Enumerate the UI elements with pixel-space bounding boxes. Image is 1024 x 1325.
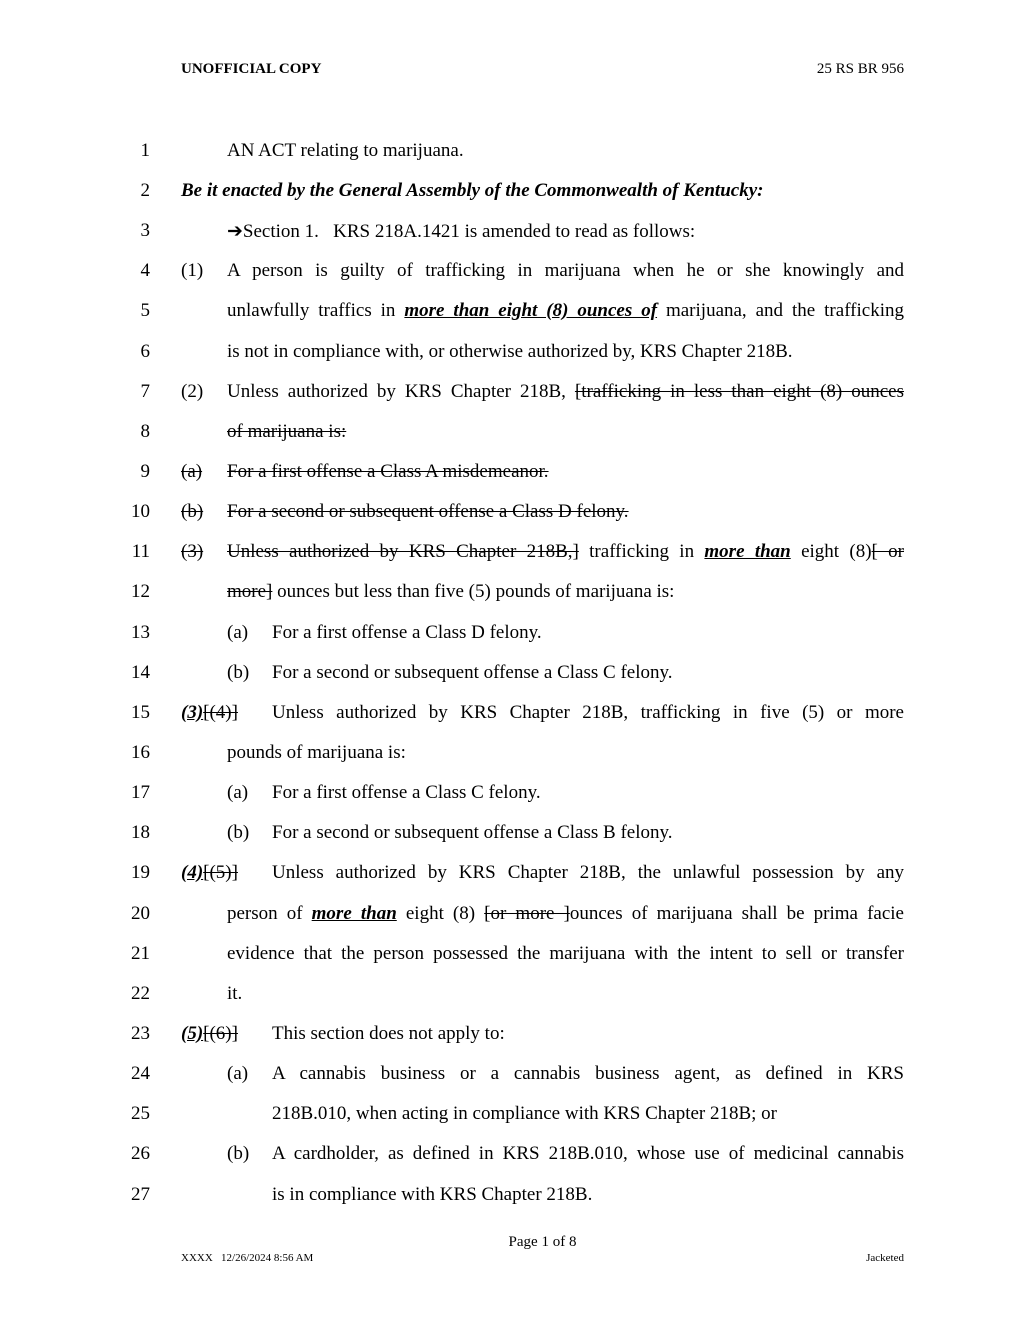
text-run: trafficking in xyxy=(578,541,705,562)
text-line xyxy=(227,541,904,563)
inserted-text: (5) xyxy=(181,1023,204,1044)
line-number: 3 xyxy=(140,220,150,241)
line-number: 9 xyxy=(140,461,150,482)
inserted-text: (3) xyxy=(181,702,204,723)
inserted-text: (4) xyxy=(181,862,204,883)
line-number: 5 xyxy=(140,300,150,321)
inserted-text: more than eight (8) ounces of xyxy=(404,300,658,321)
line-number: 13 xyxy=(131,622,150,643)
deleted-subsection-number: (3) xyxy=(181,541,204,562)
text-run: marijuana, and the trafficking xyxy=(657,300,904,321)
deleted-text: of marijuana is: xyxy=(227,421,347,442)
header-left: UNOFFICIAL COPY xyxy=(181,61,322,77)
paragraph-number: (b) xyxy=(227,822,250,843)
line-number: 21 xyxy=(131,943,150,964)
line-number: 8 xyxy=(140,421,150,442)
text-line: For a second or subsequent offense a Class B felony. xyxy=(272,822,673,843)
enacting-clause: Be it enacted by the General Assembly of the Commonwealth of Kentucky: xyxy=(181,180,764,201)
paragraph-number: (a) xyxy=(227,1063,249,1084)
text-line: For a second or subsequent offense a Class C felony. xyxy=(272,662,673,683)
deleted-text: [(4)] xyxy=(203,702,238,723)
line-number: 19 xyxy=(131,862,150,883)
text-line: A cardholder, as defined in KRS 218B.010, whose use of medicinal cannabis xyxy=(272,1143,904,1164)
act-title: AN ACT relating to marijuana. xyxy=(227,140,464,161)
header-right: 25 RS BR 956 xyxy=(816,61,904,77)
line-number: 22 xyxy=(131,983,150,1004)
text-line: evidence that the person possessed the marijuana with the intent to sell or transfer xyxy=(227,943,904,964)
deleted-text: [trafficking in less than eight (8) ounces xyxy=(574,381,904,402)
subsection-number xyxy=(181,702,238,724)
section-heading xyxy=(227,220,695,243)
paragraph-number: (b) xyxy=(227,1143,250,1164)
paragraph-number: (b) xyxy=(227,662,250,683)
text-line: For a first offense a Class D felony. xyxy=(272,622,542,643)
deleted-text: [(6)] xyxy=(203,1023,238,1044)
deleted-text: For a first offense a Class A misdemeanor. xyxy=(227,461,549,482)
line-number: 14 xyxy=(131,662,150,683)
line-number: 18 xyxy=(131,822,150,843)
text-line: Unless authorized by KRS Chapter 218B, the unlawful possession by any xyxy=(272,862,904,883)
text-line xyxy=(227,903,904,925)
text-run: Unless authorized by KRS Chapter 218B, xyxy=(227,381,575,402)
line-number: 27 xyxy=(131,1184,150,1205)
subsection-number: (1) xyxy=(181,260,204,281)
line-number: 7 xyxy=(140,381,150,402)
text-line xyxy=(227,381,904,403)
deleted-text: Unless authorized by KRS Chapter 218B,] xyxy=(227,541,579,562)
text-line: it. xyxy=(227,983,243,1004)
line-number: 24 xyxy=(131,1063,150,1084)
deleted-text: [ or xyxy=(871,541,904,562)
line-number: 6 xyxy=(140,341,150,362)
line-number: 26 xyxy=(131,1143,150,1164)
deleted-text: For a second or subsequent offense a Class D felony. xyxy=(227,501,629,522)
deleted-paragraph-number: (a) xyxy=(181,461,203,482)
text-line: is in compliance with KRS Chapter 218B. xyxy=(272,1184,593,1205)
line-number: 17 xyxy=(131,782,150,803)
line-number: 15 xyxy=(131,702,150,723)
text-line: is not in compliance with, or otherwise authorized by, KRS Chapter 218B. xyxy=(227,341,793,362)
deleted-text: more] xyxy=(227,581,273,602)
subsection-number xyxy=(181,862,238,884)
subsection-number xyxy=(181,1023,238,1045)
footer-draft-stamp: XXXX 12/26/2024 8:56 AM xyxy=(181,1252,314,1264)
line-number: 11 xyxy=(131,541,150,562)
inserted-text: more than xyxy=(311,903,397,924)
text-run: ounces of marijuana shall be prima facie xyxy=(569,903,904,924)
deleted-text: [(5)] xyxy=(203,862,238,883)
text-run: eight (8) xyxy=(396,903,485,924)
text-line: This section does not apply to: xyxy=(272,1023,505,1044)
line-number: 1 xyxy=(140,140,150,161)
footer-status: Jacketed xyxy=(866,1252,904,1264)
text-line: Unless authorized by KRS Chapter 218B, trafficking in five (5) or more xyxy=(272,702,904,723)
text-line: A cannabis business or a cannabis business agent, as defined in KRS xyxy=(272,1063,904,1084)
paragraph-number: (a) xyxy=(227,622,249,643)
text-line: A person is guilty of trafficking in marijuana when he or she knowingly and xyxy=(227,260,904,281)
paragraph-number: (a) xyxy=(227,782,249,803)
line-number: 10 xyxy=(131,501,150,522)
text-run: ounces but less than five (5) pounds of marijuana is: xyxy=(272,581,675,602)
text-line: pounds of marijuana is: xyxy=(227,742,406,763)
section-heading-text: Section 1. KRS 218A.1421 is amended to read as follows: xyxy=(242,221,696,242)
line-number: 20 xyxy=(131,903,150,924)
deleted-text: [or more ] xyxy=(484,903,570,924)
deleted-paragraph-number: (b) xyxy=(181,501,204,522)
text-run: eight (8) xyxy=(790,541,872,562)
text-run: person of xyxy=(227,903,312,924)
text-line xyxy=(227,581,674,603)
line-number: 4 xyxy=(140,260,150,281)
subsection-number: (2) xyxy=(181,381,204,402)
line-number: 12 xyxy=(131,581,150,602)
line-number: 2 xyxy=(140,180,150,201)
arrow-icon: ➔ xyxy=(227,221,243,242)
inserted-text: more than xyxy=(704,541,791,562)
line-number: 25 xyxy=(131,1103,150,1124)
text-line xyxy=(227,300,904,322)
line-number: 23 xyxy=(131,1023,150,1044)
text-line: For a first offense a Class C felony. xyxy=(272,782,541,803)
text-line: 218B.010, when acting in compliance with KRS Chapter 218B; or xyxy=(272,1103,778,1124)
text-run: unlawfully traffics in xyxy=(227,300,405,321)
page-number: Page 1 of 8 xyxy=(508,1234,577,1250)
line-number: 16 xyxy=(131,742,150,763)
